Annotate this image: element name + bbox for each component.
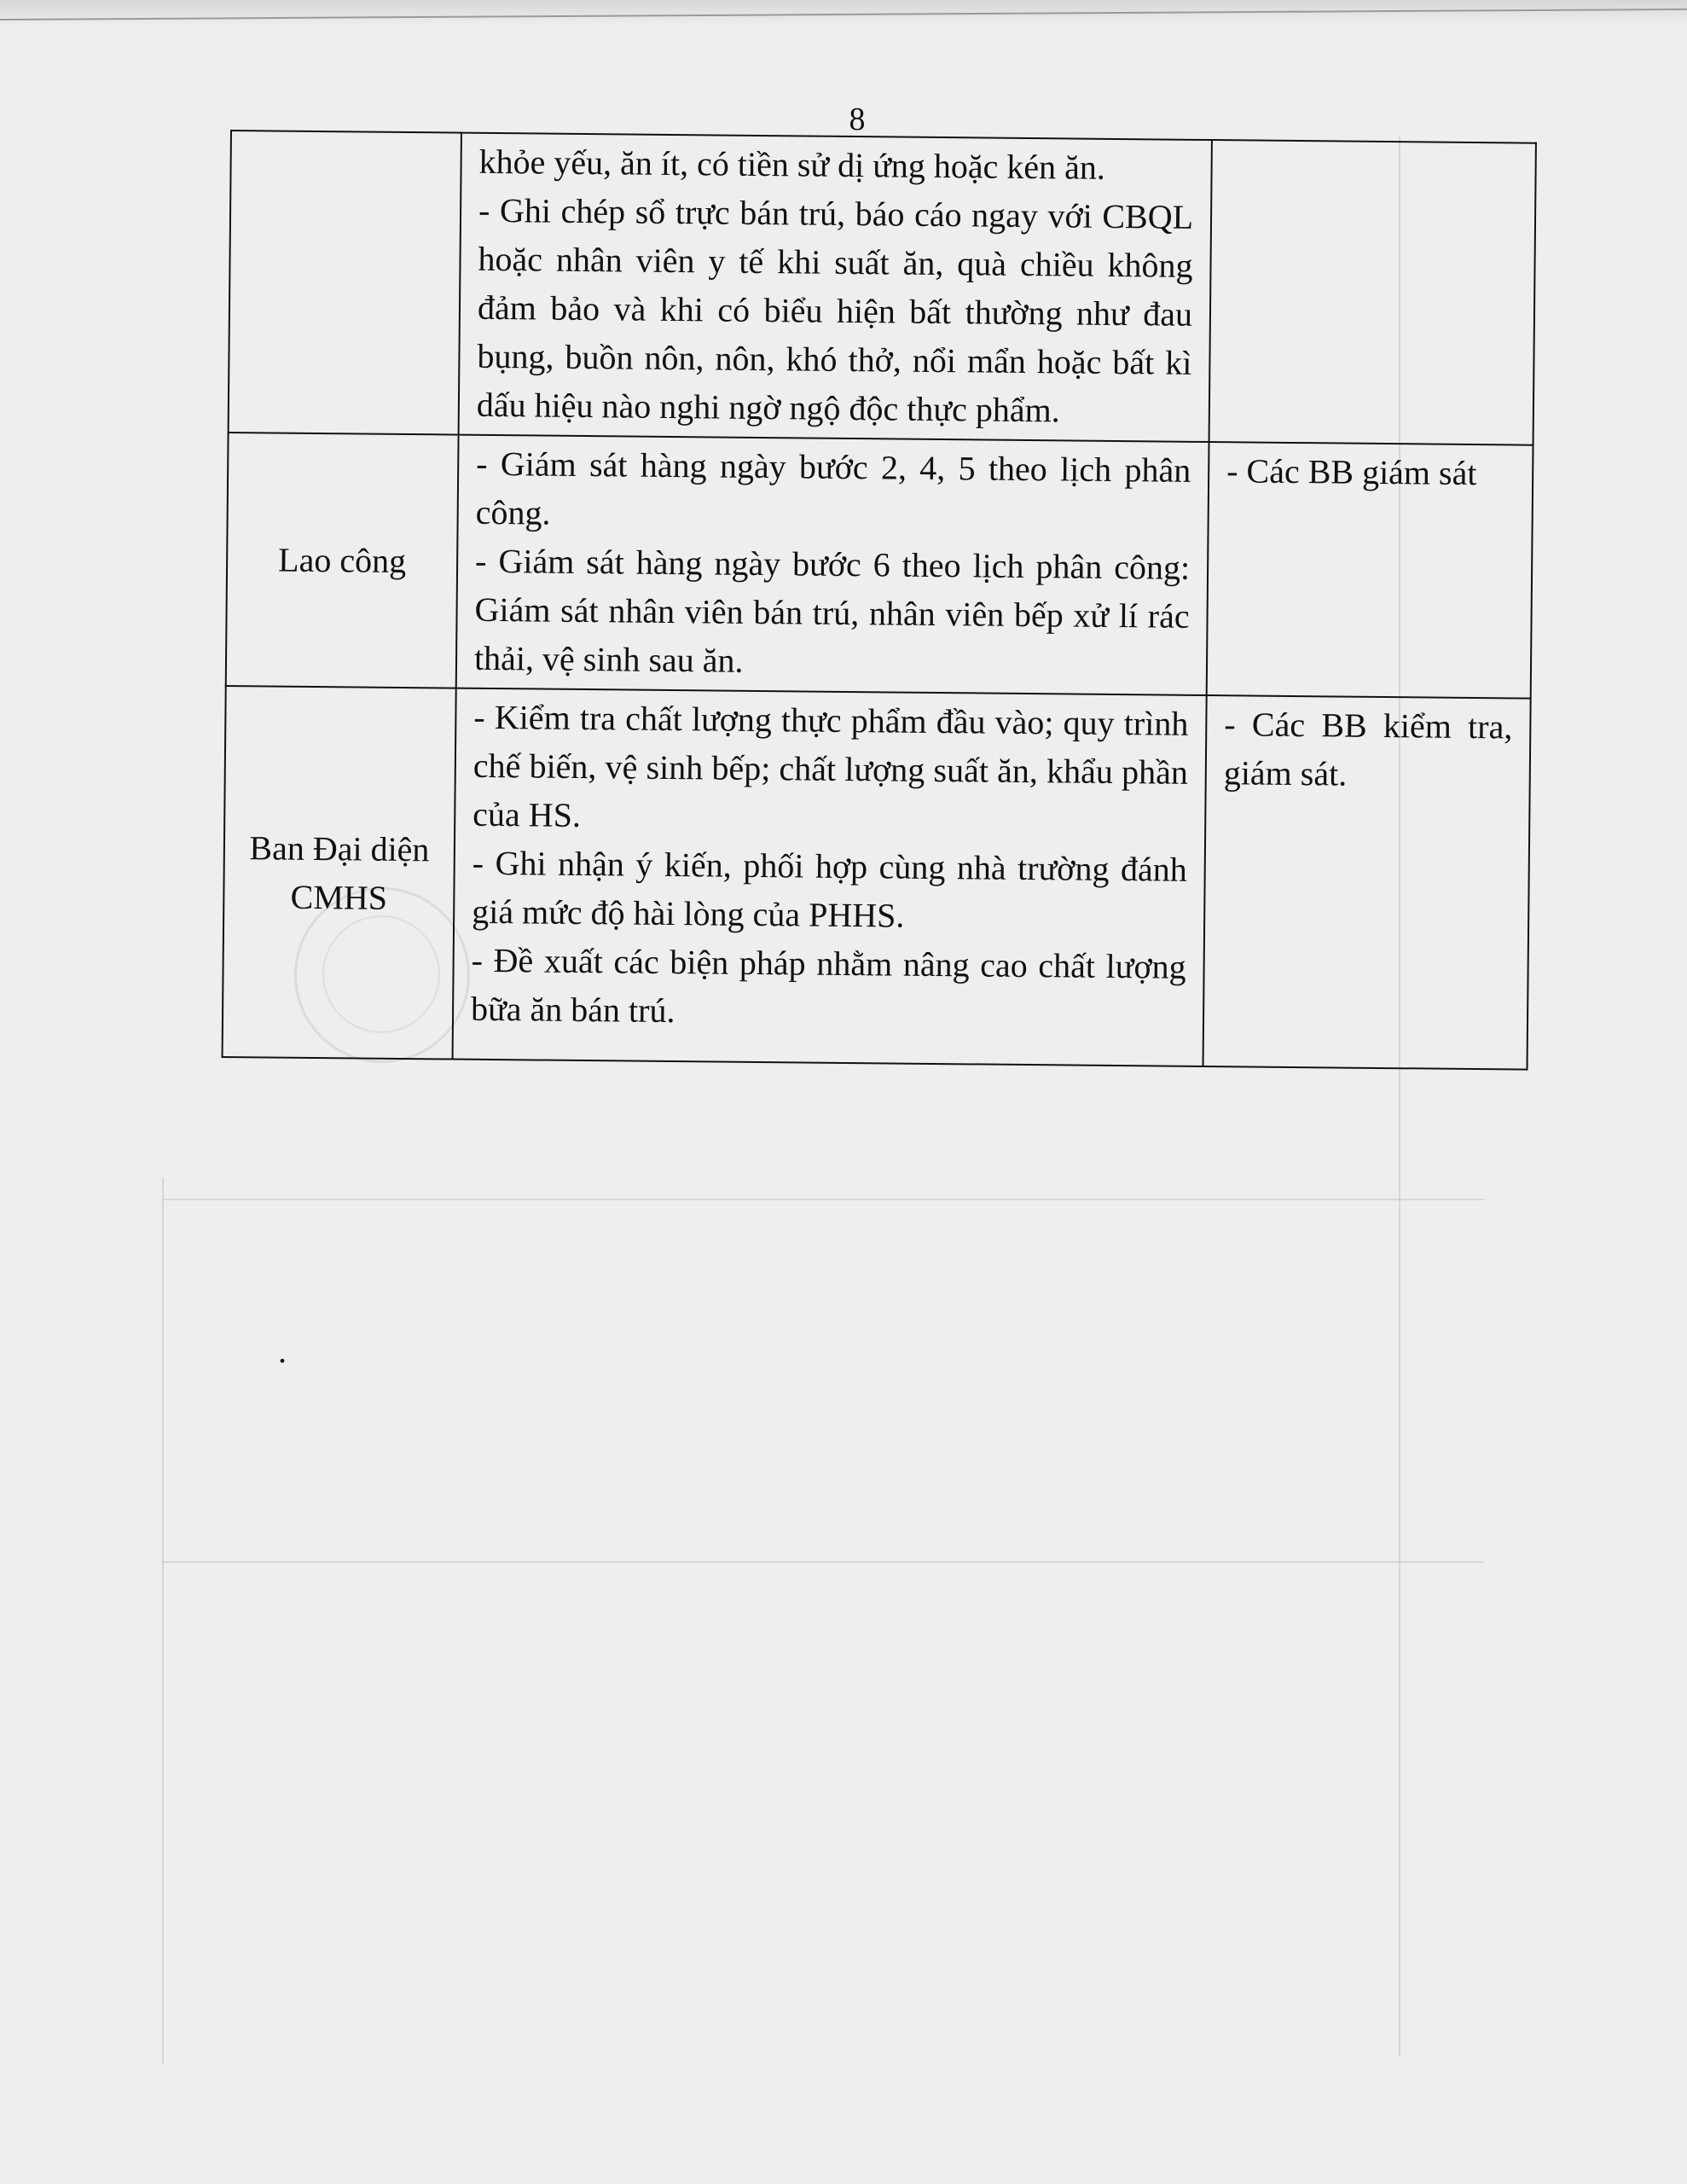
records-cell: - Các BB giám sát — [1207, 442, 1533, 699]
bleed-through-rule — [162, 1561, 1484, 1563]
table-row — [229, 131, 1536, 445]
role-cell: Lao công — [226, 433, 459, 688]
role-cell: Ban Đại diện CMHS — [223, 686, 456, 1060]
page-number: 8 — [849, 102, 866, 137]
bleed-through-rule — [162, 1177, 164, 2065]
tasks-cell — [459, 133, 1212, 442]
responsibility-table — [222, 130, 1537, 1071]
task-item: - Giám sát hàng ngày bước 2, 4, 5 theo lịch phân công. — [475, 444, 1191, 532]
role-cell — [229, 131, 461, 435]
records-cell — [1209, 140, 1536, 445]
tasks-cell — [453, 688, 1207, 1066]
table-row — [226, 433, 1533, 699]
table-row — [223, 686, 1531, 1070]
bleed-through-rule — [162, 1199, 1484, 1200]
task-item: - Ghi chép sổ trực bán trú, báo cáo ngay với CBQL hoặc nhân viên y tế khi suất ăn, quà chiều không đảm bảo và khi có biểu hiện bất thường như đau bụng, buồn nôn, nôn, khó thở, nổi mẩn hoặc bất kì dấu hiệu nào nghi ngờ ngộ độc thực phẩm. — [476, 190, 1194, 430]
records-cell: - Các BB kiểm tra, giám sát. — [1203, 695, 1531, 1070]
task-item: - Đề xuất các biện pháp nhằm nâng cao chất lượng bữa ăn bán trú. — [470, 940, 1186, 1031]
tasks-cell — [456, 435, 1209, 695]
stray-mark: . — [278, 1332, 287, 1370]
task-item: - Giám sát hàng ngày bước 6 theo lịch phân công: Giám sát nhân viên bán trú, nhân viên bếp xử lí rác thải, vệ sinh sau ăn. — [473, 541, 1191, 680]
task-item: khỏe yếu, ăn ít, có tiền sử dị ứng hoặc kén ăn. — [478, 142, 1106, 187]
task-item: - Kiểm tra chất lượng thực phẩm đầu vào; quy trình chế biến, vệ sinh bếp; chất lượng suất ăn, khẩu phần của HS. — [472, 697, 1189, 834]
task-item: - Ghi nhận ý kiến, phối hợp cùng nhà trường đánh giá mức độ hài lòng của PHHS. — [472, 843, 1187, 935]
